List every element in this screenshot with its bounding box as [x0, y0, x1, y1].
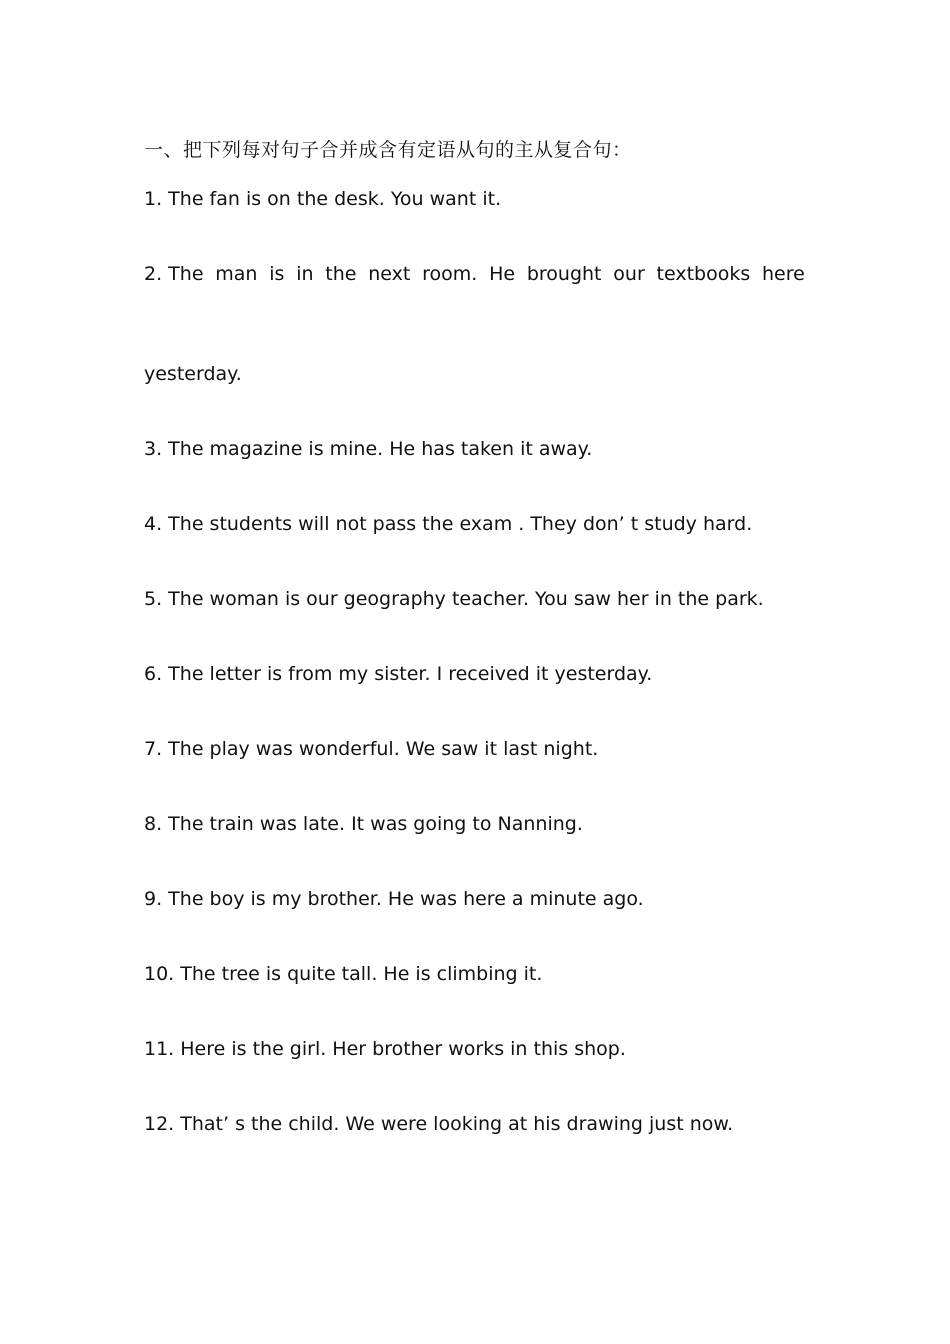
sentence-2-word: 2. The	[144, 263, 204, 285]
sentence-7: 7. The play was wonderful. We saw it last night.	[144, 738, 599, 760]
sentence-2-word: in	[296, 263, 314, 285]
sentence-12: 12. That’ s the child. We were looking at his drawing just now.	[144, 1113, 734, 1135]
sentence-11: 11. Here is the girl. Her brother works in this shop.	[144, 1038, 626, 1060]
exercise-heading: 一、把下列每对句子合并成含有定语从句的主从复合句：	[144, 139, 632, 161]
sentence-1: 1. The fan is on the desk. You want it.	[144, 188, 502, 210]
sentence-2-word: textbooks	[656, 263, 751, 285]
sentence-3: 3. The magazine is mine. He has taken it away.	[144, 438, 593, 460]
sentence-10: 10. The tree is quite tall. He is climbing it.	[144, 963, 543, 985]
sentence-2-word: is	[269, 263, 285, 285]
sentence-6: 6. The letter is from my sister. I received it yesterday.	[144, 663, 653, 685]
sentence-2-word: room.	[422, 263, 478, 285]
sentence-2-word: our	[613, 263, 645, 285]
sentence-2-word: next	[368, 263, 411, 285]
sentence-8: 8. The train was late. It was going to Nanning.	[144, 813, 583, 835]
sentence-2-word: man	[215, 263, 258, 285]
sentence-4: 4. The students will not pass the exam . They don’ t study hard.	[144, 513, 753, 535]
sentence-2-word: brought	[526, 263, 602, 285]
sentence-2-continuation: yesterday.	[144, 363, 242, 385]
sentence-9: 9. The boy is my brother. He was here a minute ago.	[144, 888, 644, 910]
sentence-2-word: here	[762, 263, 805, 285]
sentence-2	[144, 261, 805, 287]
sentence-2-word: He	[489, 263, 516, 285]
sentence-2-word: the	[325, 263, 357, 285]
sentence-5: 5. The woman is our geography teacher. You saw her in the park.	[144, 588, 764, 610]
